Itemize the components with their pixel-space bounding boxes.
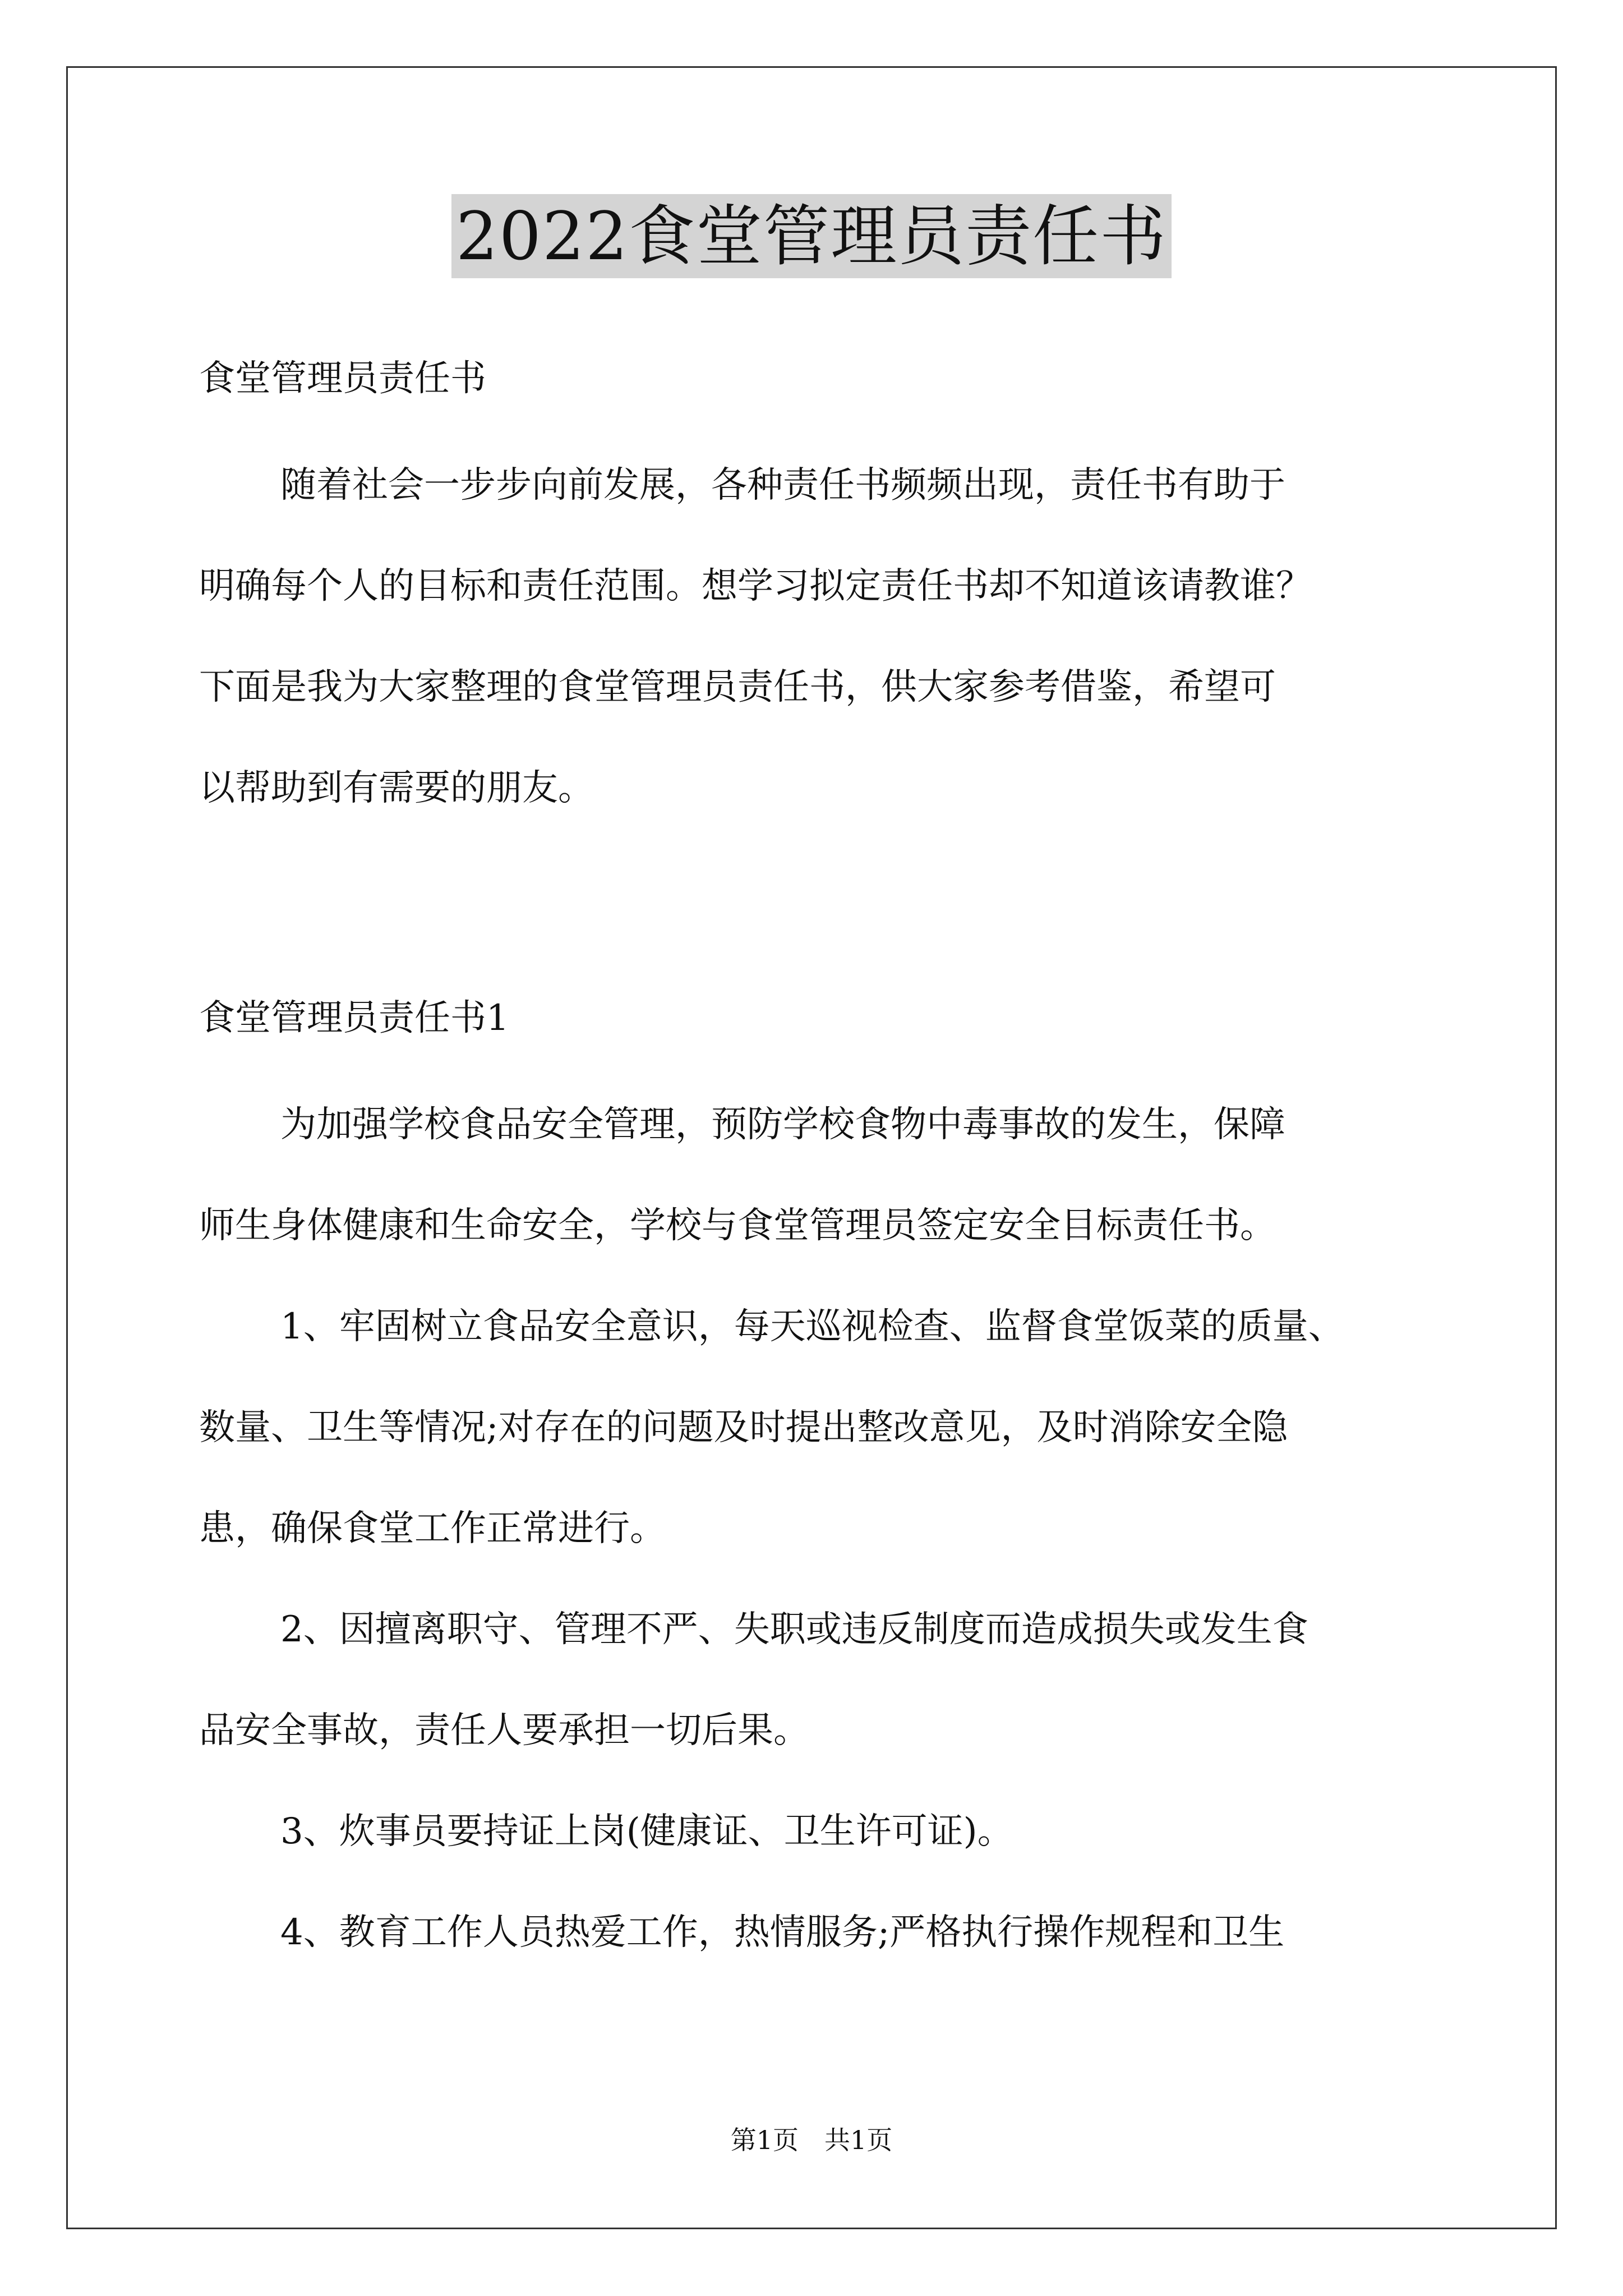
page-number-footer: 第1页 共1页 — [730, 2125, 893, 2155]
body-line: 数量、卫生等情况;对存在的问题及时提出整改意见，及时消除安全隐 — [199, 1407, 1288, 1448]
intro-line: 以帮助到有需要的朋友。 — [199, 767, 594, 809]
body-line: 1、牢固树立食品安全意识，每天巡视检查、监督食堂饭菜的质量、 — [280, 1306, 1344, 1347]
body-line: 4、教育工作人员热爱工作，热情服务;严格执行操作规程和卫生 — [280, 1912, 1285, 1953]
body-line: 师生身体健康和生命安全，学校与食堂管理员签定安全目标责任书。 — [199, 1205, 1276, 1246]
body-line: 品安全事故，责任人要承担一切后果。 — [199, 1710, 809, 1751]
body-line: 为加强学校食品安全管理，预防学校食物中毒事故的发生，保障 — [280, 1104, 1285, 1145]
body-line: 3、炊事员要持证上岗(健康证、卫生许可证)。 — [280, 1811, 1013, 1852]
intro-line: 随着社会一步步向前发展，各种责任书频频出现，责任书有助于 — [280, 464, 1285, 506]
section-heading: 食堂管理员责任书1 — [199, 997, 509, 1039]
document-title: 2022食堂管理员责任书 — [451, 194, 1172, 278]
intro-line: 明确每个人的目标和责任范围。想学习拟定责任书却不知道该请教谁？ — [199, 565, 1312, 607]
title-container — [0, 194, 1623, 278]
body-line: 患，确保食堂工作正常进行。 — [199, 1508, 666, 1549]
body-line: 2、因擅离职守、管理不严、失职或违反制度而造成损失或发生食 — [280, 1609, 1308, 1650]
subtitle: 食堂管理员责任书 — [199, 358, 486, 399]
intro-line: 下面是我为大家整理的食堂管理员责任书，供大家参考借鉴，希望可 — [199, 666, 1276, 708]
